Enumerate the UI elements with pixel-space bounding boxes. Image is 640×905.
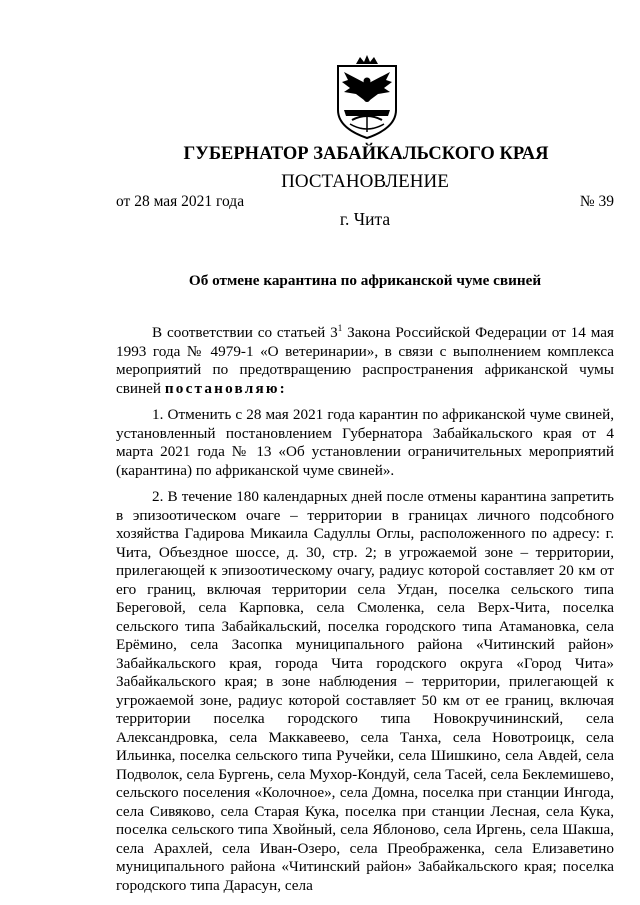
document-title: Об отмене карантина по африканской чуме свиней <box>188 272 542 289</box>
paragraph-2: 2. В течение 180 календарных дней после отмены карантина запретить в эпизоотическом очаге – территории в границах личного подсобного хозяйства Гадирова Микаила Садуллы Оглы, расположенного по адресу: г. Чита, Объездное шоссе, д. 30, стр. 2; в угрожаемой зоне – территории, прилегающей к эпизоотическому очагу, радиус которой составляет 20 км от его границ, включая территории села Угдан, поселка сельского типа Береговой, села Карповка, села Смоленка, села Верх-Чита, поселка сельского типа Забайкальский, поселка городского типа Атамановка, села Ерёмино, села Засопка муниципального района «Читинский район» Забайкальского края, города Чита городского округа «Город Чита» Забайкальского края; в зоне наблюдения – территории, прилегающей к угрожаемой зоне, радиус которой составляет 50 км от ее границ, включая территории поселка городского типа Новокручининский, села Александровка, села Маккавеево, села Танха, села Новотроицк, села Ильинка, поселка сельского типа Ручейки, села Шишкино, села Авдей, села Подволок, села Бургень, села Мухор-Кондуй, села Тасей, села Беклемишево, сельского поселения «Колочное», села Домна, поселка при станции Ингода, села Сивяково, села Старая Кука, поселка при станции Лесная, села Кука, поселка сельского типа Хвойный, села Яблоново, села Иргень, села Шакша, села Арахлей, села Иван-Озеро, села Преображенка, села Елизаветино муниципального района «Читинский район» Забайкальского края; поселка городского типа Дарасун, села <box>116 488 614 894</box>
authority-heading: ГУБЕРНАТОР ЗАБАЙКАЛЬСКОГО КРАЯ <box>183 144 549 164</box>
document-body <box>116 319 614 903</box>
document-city: г. Чита <box>339 209 391 229</box>
article-superscript: 1 <box>337 323 343 333</box>
document-date: от 28 мая 2021 года <box>116 193 245 210</box>
coat-of-arms-icon <box>330 54 404 140</box>
resolution-keyword: постановляю: <box>164 379 287 397</box>
document-number: № 39 <box>579 193 614 210</box>
preamble-text-start: В соответствии со статьей 3 <box>152 324 338 341</box>
preamble-text-end: Закона Российской Федерации от 14 мая 1993 года № 4979-1 «О ветеринарии», в связи с выполнением комплекса мероприятий по предотвращению распространения африканской чумы свиней <box>116 324 614 397</box>
preamble-paragraph <box>116 319 614 398</box>
document-type: ПОСТАНОВЛЕНИЕ <box>281 171 449 192</box>
paragraph-1: 1. Отменить с 28 мая 2021 года карантин по африканской чуме свиней, установленный постановлением Губернатора Забайкальского края от 4 марта 2021 года № 13 «Об установлении ограничительных мероприятий (карантина) по африканской чуме свиней». <box>116 406 614 479</box>
